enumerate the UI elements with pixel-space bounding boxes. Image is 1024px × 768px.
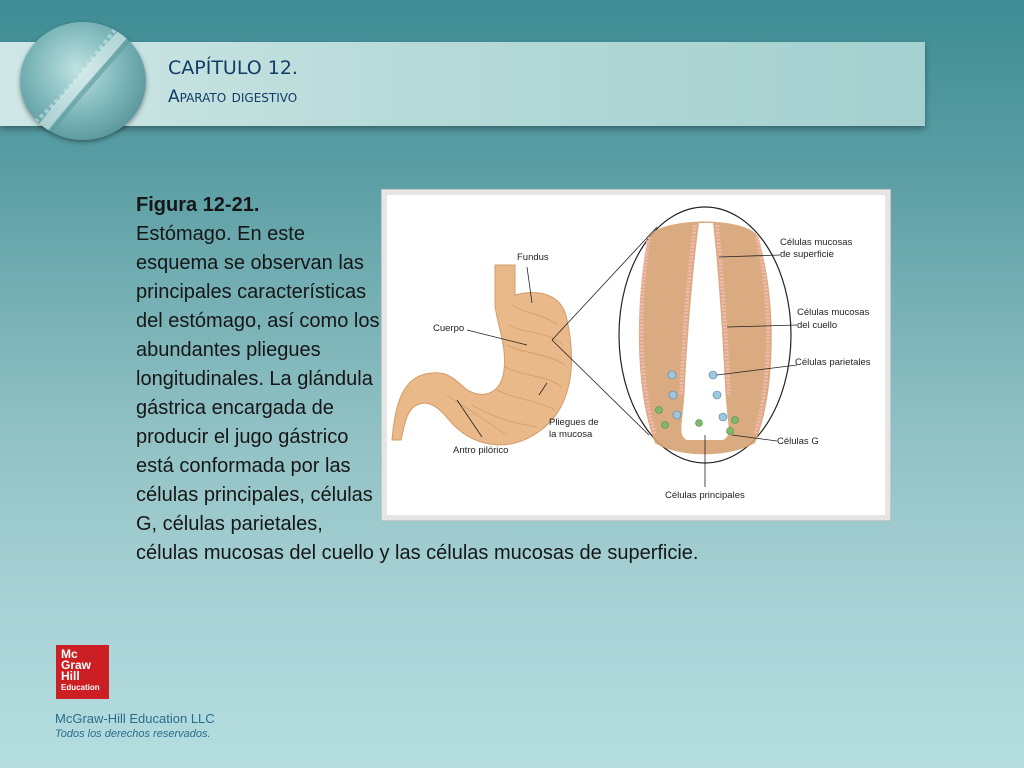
label-mucosas-cuello-2: del cuello xyxy=(797,320,838,331)
chapter-subtitle: Aparato digestivo xyxy=(168,87,298,107)
rights-notice: Todos los derechos reservados. xyxy=(55,728,211,740)
label-parietales: Células parietales xyxy=(795,357,871,368)
label-antro: Antro pilórico xyxy=(453,445,509,456)
label-cuerpo: Cuerpo xyxy=(433,323,465,334)
chapter-title: CAPÍTULO 12. xyxy=(168,57,298,79)
label-mucosas-sup-2: de superficie xyxy=(780,249,834,260)
stomach-figure xyxy=(382,190,890,520)
label-mucosas-cuello-1: Células mucosas xyxy=(797,307,870,318)
caption-text: Estómago. En este esquema se observan las principales características del estómago, así como los abundantes pliegues longitudinales. La glándula gástrica encargada de producir el jugo gástrico está conformada por las células principales, células G, células parietales, células mucosas del cuello y las células mucosas de superficie. xyxy=(136,223,699,564)
label-celulas-g: Células G xyxy=(777,436,819,447)
figure-label: Figura 12-21. xyxy=(136,194,260,216)
mcgraw-hill-logo: Mc Graw Hill Education xyxy=(56,645,109,699)
label-pliegues-1: Pliegues de xyxy=(549,417,599,428)
label-mucosas-sup-1: Células mucosas xyxy=(780,237,853,248)
label-fundus: Fundus xyxy=(517,252,549,263)
dna-medallion xyxy=(20,22,146,140)
label-principales: Células principales xyxy=(665,490,745,501)
company-name: McGraw-Hill Education LLC xyxy=(55,711,215,726)
label-pliegues-2: la mucosa xyxy=(549,429,593,440)
